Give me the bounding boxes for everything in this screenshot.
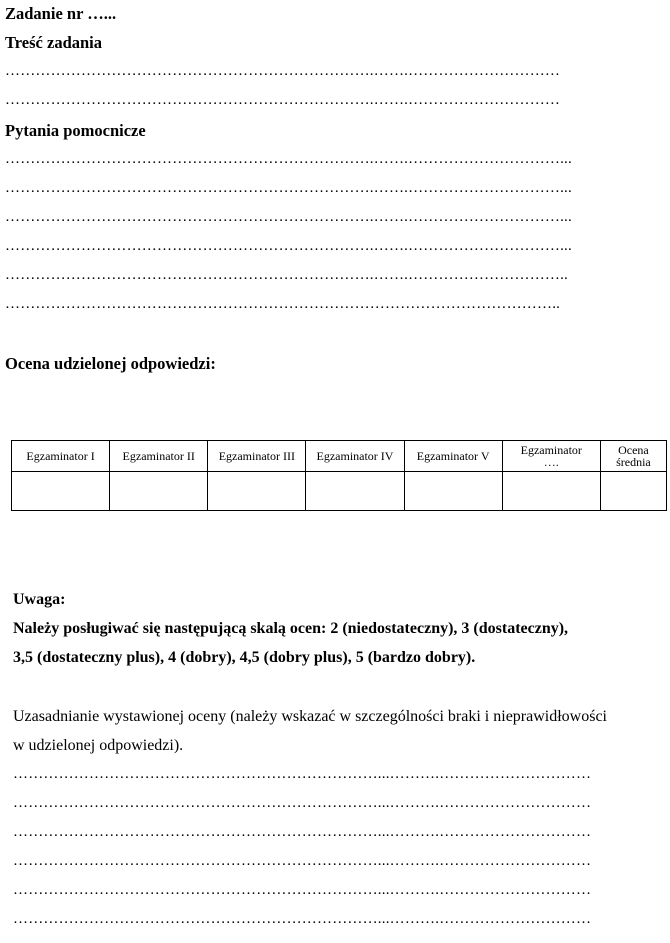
grade-cell-examiner-4[interactable] [306,472,404,511]
justification-dots-6: ………………………………………………………………...……….………………………… [13,911,592,927]
col-examiner-n [502,441,600,472]
grade-cell-examiner-5[interactable] [404,472,502,511]
question-line-1: ……………………………………………………………….…….…………………………... [5,151,572,167]
grade-cell-examiner-1[interactable] [12,472,110,511]
grade-cell-examiner-2[interactable] [110,472,208,511]
col-examiner-4: Egzaminator IV [306,441,404,472]
note-title: Uwaga: [13,591,66,608]
grade-cell-examiner-n[interactable] [502,472,600,511]
question-line-5: ……………………………………………………………….…….………………………….. [5,267,568,283]
grades-table [11,440,667,511]
task-title: Zadanie nr …... [5,4,117,23]
col-average-label-2: średnia [616,455,651,469]
question-line-4: ……………………………………………………………….…….…………………………... [5,238,572,254]
question-line-6: ……………………………………………………………………………………………….. [5,296,561,312]
grade-cell-examiner-3[interactable] [208,472,306,511]
justification-dots-5: ………………………………………………………………...……….………………………… [13,882,592,898]
justification-line-1: Uzasadnianie wystawionej oceny (należy wskazać w szczególności braki i nieprawidłowości [13,708,607,725]
col-examiner-n-label: Egzaminator [520,443,582,457]
col-examiner-1: Egzaminator I [12,441,110,472]
grade-cell-average[interactable] [600,472,666,511]
note-line-2: 3,5 (dostateczny plus), 4 (dobry), 4,5 (dobry plus), 5 (bardzo dobry). [13,649,476,666]
grades-input-row [12,472,667,511]
col-examiner-n-placeholder: …. [543,455,559,469]
questions-label: Pytania pomocnicze [5,121,146,140]
evaluation-label: Ocena udzielonej odpowiedzi: [5,354,216,373]
grades-header-row [12,441,667,472]
note-line-1: Należy posługiwać się następującą skalą ocen: 2 (niedostateczny), 3 (dostateczny), [13,620,569,637]
justification-line-2: w udzielonej odpowiedzi). [13,737,184,754]
col-examiner-3: Egzaminator III [208,441,306,472]
content-line-2: ……………………………………………………………….…….………………………… [5,92,561,108]
justification-dots-1: ………………………………………………………………...……….………………………… [13,766,592,782]
col-examiner-5: Egzaminator V [404,441,502,472]
question-line-2: ……………………………………………………………….…….…………………………... [5,180,572,196]
question-line-3: ……………………………………………………………….…….…………………………... [5,209,572,225]
justification-dots-2: ………………………………………………………………...……….………………………… [13,795,592,811]
col-average [600,441,666,472]
col-average-label-1: Ocena [618,443,649,457]
justification-dots-3: ………………………………………………………………...……….………………………… [13,824,592,840]
content-label: Treść zadania [5,33,103,52]
justification-dots-4: ………………………………………………………………...……….………………………… [13,853,592,869]
content-line-1: ……………………………………………………………….…….………………………… [5,63,561,79]
col-examiner-2: Egzaminator II [110,441,208,472]
